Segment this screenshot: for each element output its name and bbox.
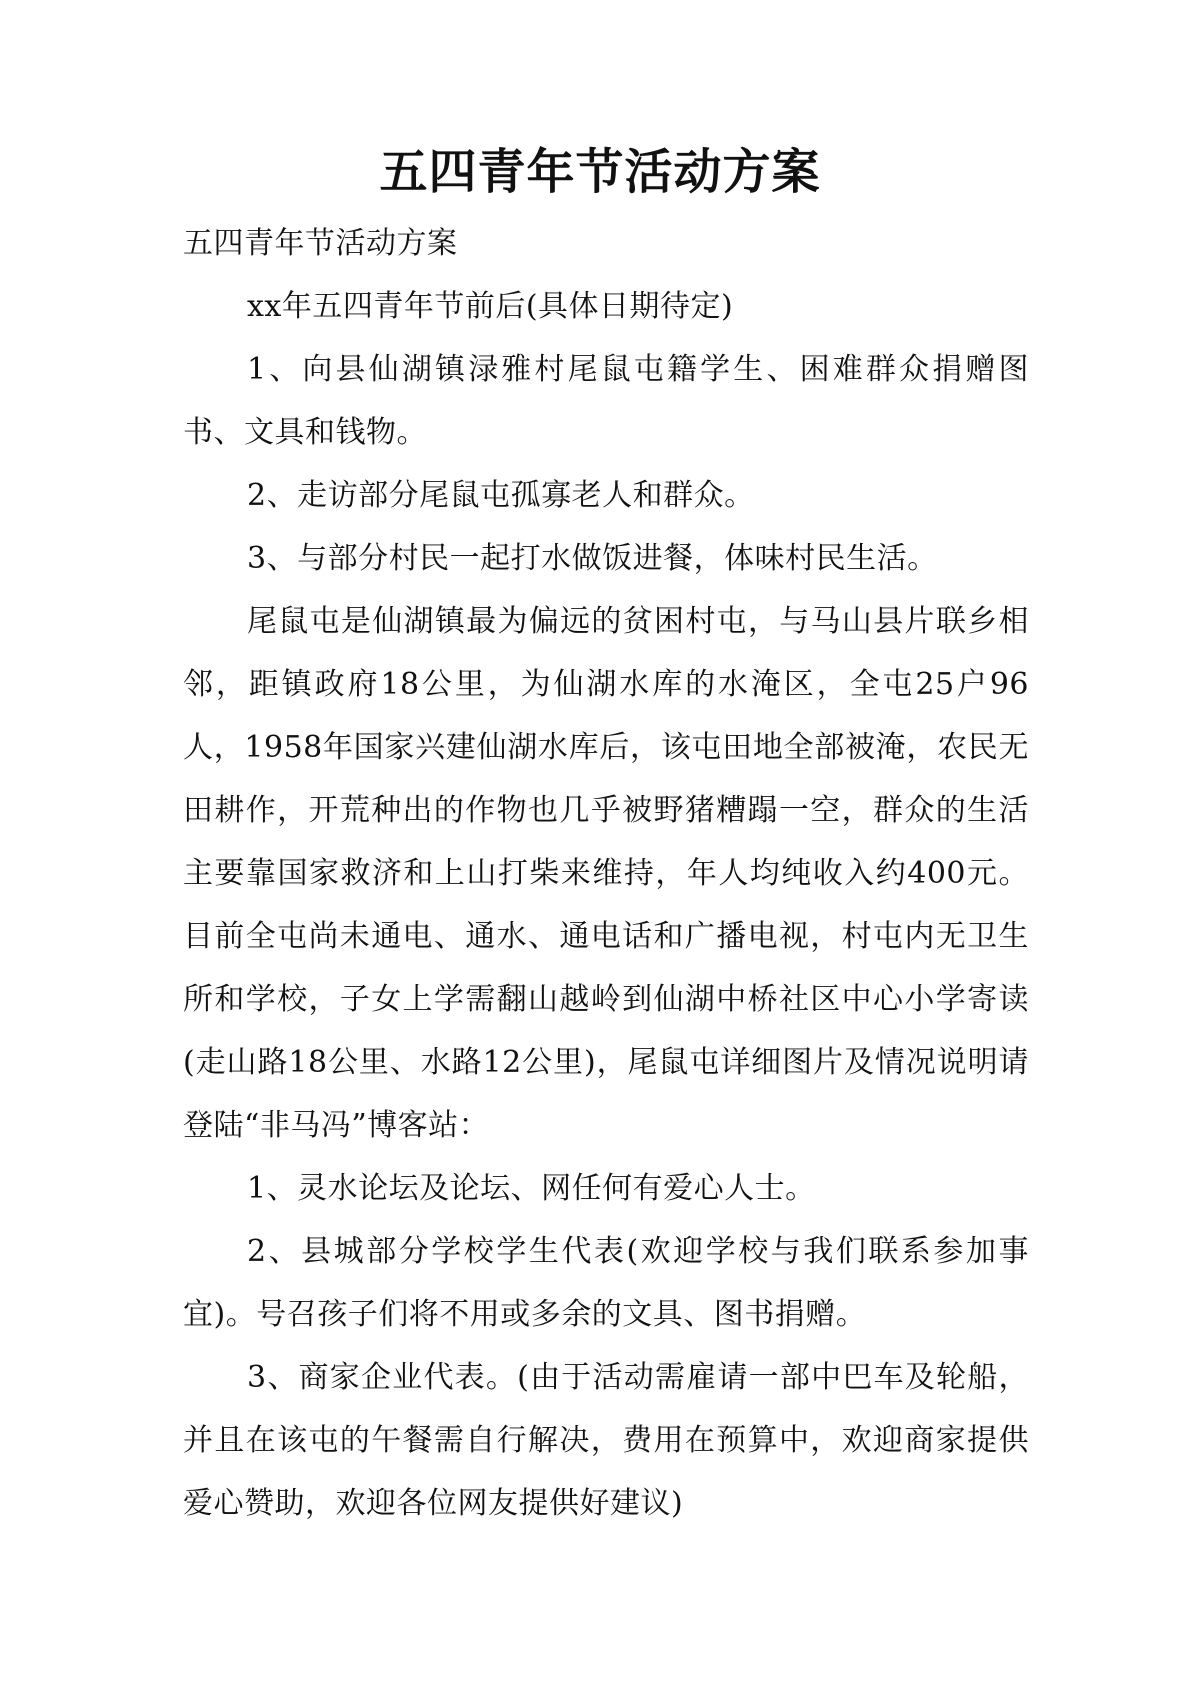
paragraph-activity-2: 2、走访部分尾鼠屯孤寡老人和群众。 (247, 478, 755, 513)
document-title: 五四青年节活动方案 (379, 144, 821, 200)
paragraph-participant-1: 1、灵水论坛及论坛、网任何有爱心人士。 (247, 1171, 816, 1206)
paragraph-activity-3: 3、与部分村民一起打水做饭进餐，体味村民生活。 (247, 541, 938, 576)
paragraph-subtitle: 五四青年节活动方案 (183, 226, 458, 261)
document-body (183, 212, 1029, 1535)
paragraph-activity-1: 1、向县仙湖镇渌雅村尾鼠屯籍学生、困难群众捐赠图书、文具和钱物。 (183, 352, 1029, 450)
paragraph-date: xx年五四青年节前后(具体日期待定) (247, 289, 734, 324)
paragraph-participant-2: 2、县城部分学校学生代表(欢迎学校与我们联系参加事宜)。号召孩子们将不用或多余的文具、图书捐赠。 (183, 1234, 1029, 1332)
paragraph-participant-3: 3、商家企业代表。(由于活动需雇请一部中巴车及轮船，并且在该屯的午餐需自行解决，费用在预算中，欢迎商家提供爱心赞助，欢迎各位网友提供好建议) (183, 1360, 1029, 1521)
paragraph-background: 尾鼠屯是仙湖镇最为偏远的贫困村屯，与马山县片联乡相邻，距镇政府18公里，为仙湖水库的水淹区，全屯25户96人，1958年国家兴建仙湖水库后，该屯田地全部被淹，农民无田耕作，开荒种出的作物也几乎被野猪糟蹋一空，群众的生活主要靠国家救济和上山打柴来维持，年人均纯收入约400元。目前全屯尚未通电、通水、通电话和广播电视，村屯内无卫生所和学校，子女上学需翻山越岭到仙湖中桥社区中心小学寄读(走山路18公里、水路12公里)，尾鼠屯详细图片及情况说明请登陆“非马冯”博客站： (183, 604, 1029, 1143)
